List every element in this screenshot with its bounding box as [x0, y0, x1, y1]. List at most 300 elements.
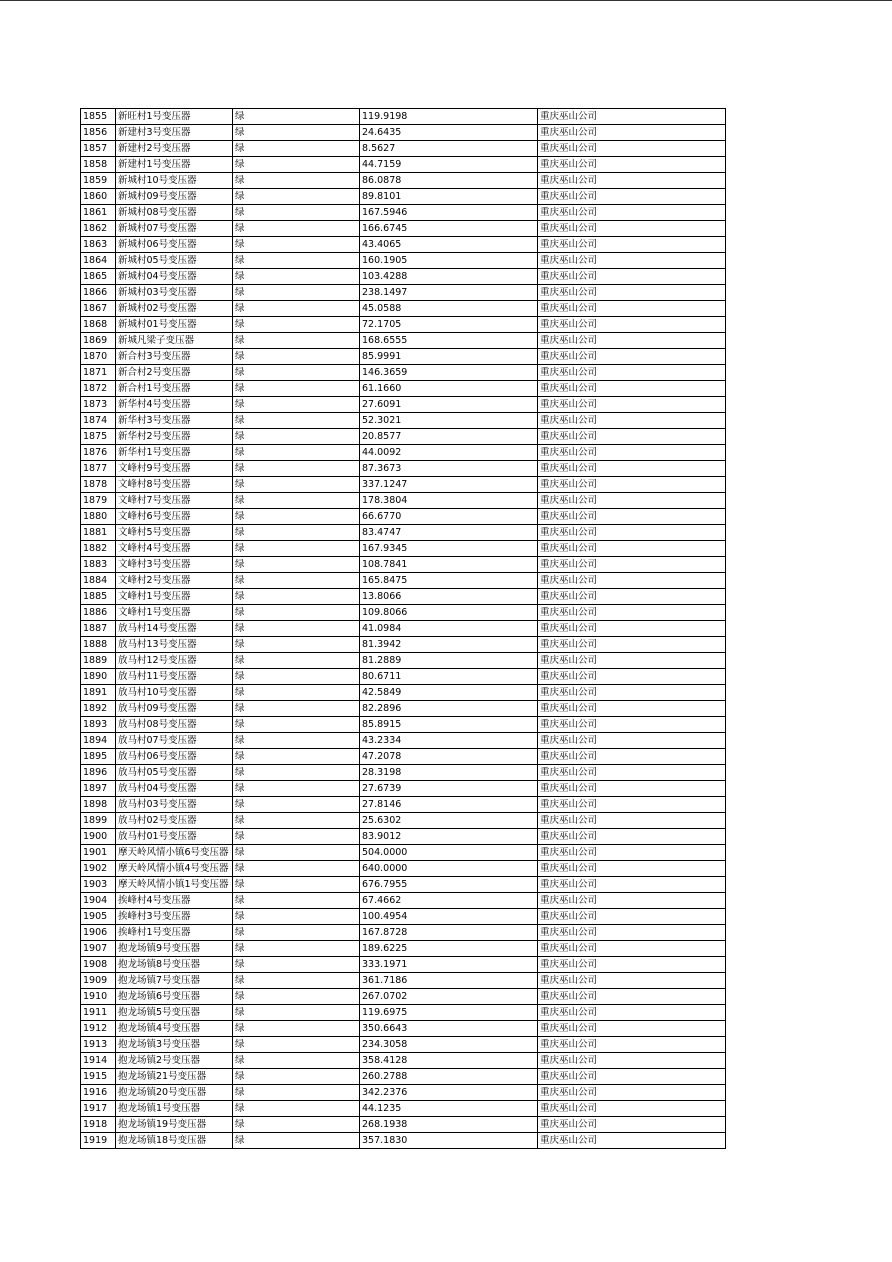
company-cell: 重庆巫山公司	[538, 125, 726, 141]
table-body	[81, 109, 726, 1149]
value-cell: 108.7841	[360, 557, 538, 573]
row-number-cell: 1855	[81, 109, 116, 125]
company-cell: 重庆巫山公司	[538, 333, 726, 349]
company-cell: 重庆巫山公司	[538, 605, 726, 621]
status-level-cell: 绿	[233, 317, 360, 333]
transformer-name-cell: 文峰村3号变压器	[116, 557, 233, 573]
value-cell: 165.8475	[360, 573, 538, 589]
value-cell: 8.5627	[360, 141, 538, 157]
value-cell: 357.1830	[360, 1133, 538, 1149]
table-row	[81, 445, 726, 461]
value-cell: 25.6302	[360, 813, 538, 829]
table-row	[81, 813, 726, 829]
status-level-cell: 绿	[233, 781, 360, 797]
status-level-cell: 绿	[233, 733, 360, 749]
company-cell: 重庆巫山公司	[538, 829, 726, 845]
status-level-cell: 绿	[233, 669, 360, 685]
table-row	[81, 365, 726, 381]
company-cell: 重庆巫山公司	[538, 733, 726, 749]
company-cell: 重庆巫山公司	[538, 637, 726, 653]
transformer-name-cell: 抱龙场镇21号变压器	[116, 1069, 233, 1085]
row-number-cell: 1910	[81, 989, 116, 1005]
value-cell: 41.0984	[360, 621, 538, 637]
table-row	[81, 333, 726, 349]
status-level-cell: 绿	[233, 1069, 360, 1085]
value-cell: 87.3673	[360, 461, 538, 477]
row-number-cell: 1912	[81, 1021, 116, 1037]
transformer-name-cell: 文峰村1号变压器	[116, 605, 233, 621]
table-row	[81, 157, 726, 173]
transformer-name-cell: 抱龙场镇1号变压器	[116, 1101, 233, 1117]
status-level-cell: 绿	[233, 1101, 360, 1117]
table-row	[81, 189, 726, 205]
value-cell: 166.6745	[360, 221, 538, 237]
row-number-cell: 1905	[81, 909, 116, 925]
table-row	[81, 541, 726, 557]
table-row	[81, 989, 726, 1005]
transformer-name-cell: 放马村13号变压器	[116, 637, 233, 653]
company-cell: 重庆巫山公司	[538, 1085, 726, 1101]
row-number-cell: 1893	[81, 717, 116, 733]
company-cell: 重庆巫山公司	[538, 141, 726, 157]
transformer-name-cell: 抱龙场镇20号变压器	[116, 1085, 233, 1101]
table-row	[81, 749, 726, 765]
row-number-cell: 1890	[81, 669, 116, 685]
row-number-cell: 1860	[81, 189, 116, 205]
company-cell: 重庆巫山公司	[538, 797, 726, 813]
value-cell: 89.8101	[360, 189, 538, 205]
status-level-cell: 绿	[233, 477, 360, 493]
company-cell: 重庆巫山公司	[538, 845, 726, 861]
value-cell: 13.8066	[360, 589, 538, 605]
transformer-name-cell: 新华村4号变压器	[116, 397, 233, 413]
table-row	[81, 477, 726, 493]
company-cell: 重庆巫山公司	[538, 781, 726, 797]
transformer-name-cell: 新城村05号变压器	[116, 253, 233, 269]
value-cell: 66.6770	[360, 509, 538, 525]
company-cell: 重庆巫山公司	[538, 701, 726, 717]
table-row	[81, 765, 726, 781]
value-cell: 27.6091	[360, 397, 538, 413]
transformer-name-cell: 新旺村1号变压器	[116, 109, 233, 125]
value-cell: 52.3021	[360, 413, 538, 429]
company-cell: 重庆巫山公司	[538, 381, 726, 397]
status-level-cell: 绿	[233, 349, 360, 365]
status-level-cell: 绿	[233, 109, 360, 125]
transformer-name-cell: 文峰村9号变压器	[116, 461, 233, 477]
status-level-cell: 绿	[233, 157, 360, 173]
table-row	[81, 525, 726, 541]
status-level-cell: 绿	[233, 717, 360, 733]
status-level-cell: 绿	[233, 413, 360, 429]
row-number-cell: 1863	[81, 237, 116, 253]
value-cell: 238.1497	[360, 285, 538, 301]
value-cell: 24.6435	[360, 125, 538, 141]
row-number-cell: 1918	[81, 1117, 116, 1133]
row-number-cell: 1880	[81, 509, 116, 525]
value-cell: 42.5849	[360, 685, 538, 701]
table-row	[81, 269, 726, 285]
company-cell: 重庆巫山公司	[538, 541, 726, 557]
row-number-cell: 1858	[81, 157, 116, 173]
company-cell: 重庆巫山公司	[538, 717, 726, 733]
row-number-cell: 1908	[81, 957, 116, 973]
company-cell: 重庆巫山公司	[538, 557, 726, 573]
value-cell: 43.4065	[360, 237, 538, 253]
transformer-name-cell: 新城村03号变压器	[116, 285, 233, 301]
table-row	[81, 1053, 726, 1069]
status-level-cell: 绿	[233, 941, 360, 957]
row-number-cell: 1886	[81, 605, 116, 621]
status-level-cell: 绿	[233, 381, 360, 397]
value-cell: 81.3942	[360, 637, 538, 653]
table-row	[81, 957, 726, 973]
status-level-cell: 绿	[233, 189, 360, 205]
row-number-cell: 1867	[81, 301, 116, 317]
company-cell: 重庆巫山公司	[538, 621, 726, 637]
transformer-name-cell: 新合村1号变压器	[116, 381, 233, 397]
table-row	[81, 637, 726, 653]
status-level-cell: 绿	[233, 1085, 360, 1101]
status-level-cell: 绿	[233, 861, 360, 877]
table-row	[81, 1085, 726, 1101]
company-cell: 重庆巫山公司	[538, 397, 726, 413]
table-row	[81, 413, 726, 429]
table-row	[81, 205, 726, 221]
company-cell: 重庆巫山公司	[538, 509, 726, 525]
table-row	[81, 509, 726, 525]
status-level-cell: 绿	[233, 813, 360, 829]
company-cell: 重庆巫山公司	[538, 349, 726, 365]
table-row	[81, 925, 726, 941]
status-level-cell: 绿	[233, 701, 360, 717]
table-row	[81, 1133, 726, 1149]
row-number-cell: 1865	[81, 269, 116, 285]
company-cell: 重庆巫山公司	[538, 445, 726, 461]
transformer-name-cell: 新城村10号变压器	[116, 173, 233, 189]
company-cell: 重庆巫山公司	[538, 317, 726, 333]
status-level-cell: 绿	[233, 573, 360, 589]
status-level-cell: 绿	[233, 141, 360, 157]
row-number-cell: 1883	[81, 557, 116, 573]
status-level-cell: 绿	[233, 301, 360, 317]
value-cell: 67.4662	[360, 893, 538, 909]
company-cell: 重庆巫山公司	[538, 1133, 726, 1149]
value-cell: 234.3058	[360, 1037, 538, 1053]
company-cell: 重庆巫山公司	[538, 429, 726, 445]
status-level-cell: 绿	[233, 205, 360, 221]
row-number-cell: 1878	[81, 477, 116, 493]
status-level-cell: 绿	[233, 429, 360, 445]
company-cell: 重庆巫山公司	[538, 669, 726, 685]
company-cell: 重庆巫山公司	[538, 477, 726, 493]
row-number-cell: 1870	[81, 349, 116, 365]
transformer-name-cell: 文峰村6号变压器	[116, 509, 233, 525]
value-cell: 268.1938	[360, 1117, 538, 1133]
row-number-cell: 1864	[81, 253, 116, 269]
table-row	[81, 829, 726, 845]
table-row	[81, 397, 726, 413]
value-cell: 72.1705	[360, 317, 538, 333]
table-row	[81, 717, 726, 733]
row-number-cell: 1857	[81, 141, 116, 157]
table-row	[81, 1101, 726, 1117]
company-cell: 重庆巫山公司	[538, 749, 726, 765]
transformer-name-cell: 新城村04号变压器	[116, 269, 233, 285]
value-cell: 44.0092	[360, 445, 538, 461]
value-cell: 27.6739	[360, 781, 538, 797]
status-level-cell: 绿	[233, 541, 360, 557]
company-cell: 重庆巫山公司	[538, 301, 726, 317]
table-row	[81, 893, 726, 909]
transformer-name-cell: 挨峰村3号变压器	[116, 909, 233, 925]
transformer-table	[80, 108, 726, 1149]
table-row	[81, 125, 726, 141]
table-row	[81, 653, 726, 669]
company-cell: 重庆巫山公司	[538, 573, 726, 589]
company-cell: 重庆巫山公司	[538, 189, 726, 205]
row-number-cell: 1881	[81, 525, 116, 541]
company-cell: 重庆巫山公司	[538, 861, 726, 877]
status-level-cell: 绿	[233, 973, 360, 989]
transformer-name-cell: 摩天岭风情小镇4号变压器	[116, 861, 233, 877]
row-number-cell: 1856	[81, 125, 116, 141]
status-level-cell: 绿	[233, 445, 360, 461]
transformer-name-cell: 新城村09号变压器	[116, 189, 233, 205]
transformer-name-cell: 放马村07号变压器	[116, 733, 233, 749]
company-cell: 重庆巫山公司	[538, 1021, 726, 1037]
company-cell: 重庆巫山公司	[538, 109, 726, 125]
table-row	[81, 141, 726, 157]
table-row	[81, 493, 726, 509]
status-level-cell: 绿	[233, 333, 360, 349]
row-number-cell: 1882	[81, 541, 116, 557]
status-level-cell: 绿	[233, 125, 360, 141]
value-cell: 167.9345	[360, 541, 538, 557]
company-cell: 重庆巫山公司	[538, 1005, 726, 1021]
row-number-cell: 1877	[81, 461, 116, 477]
value-cell: 189.6225	[360, 941, 538, 957]
row-number-cell: 1873	[81, 397, 116, 413]
table-row	[81, 589, 726, 605]
company-cell: 重庆巫山公司	[538, 957, 726, 973]
row-number-cell: 1914	[81, 1053, 116, 1069]
transformer-name-cell: 文峰村1号变压器	[116, 589, 233, 605]
company-cell: 重庆巫山公司	[538, 461, 726, 477]
value-cell: 342.2376	[360, 1085, 538, 1101]
value-cell: 146.3659	[360, 365, 538, 381]
status-level-cell: 绿	[233, 221, 360, 237]
transformer-name-cell: 放马村02号变压器	[116, 813, 233, 829]
company-cell: 重庆巫山公司	[538, 365, 726, 381]
company-cell: 重庆巫山公司	[538, 269, 726, 285]
row-number-cell: 1911	[81, 1005, 116, 1021]
transformer-name-cell: 抱龙场镇7号变压器	[116, 973, 233, 989]
row-number-cell: 1891	[81, 685, 116, 701]
transformer-name-cell: 摩天岭风情小镇6号变压器	[116, 845, 233, 861]
status-level-cell: 绿	[233, 173, 360, 189]
transformer-name-cell: 新华村1号变压器	[116, 445, 233, 461]
company-cell: 重庆巫山公司	[538, 493, 726, 509]
status-level-cell: 绿	[233, 253, 360, 269]
value-cell: 44.1235	[360, 1101, 538, 1117]
table-row	[81, 557, 726, 573]
table-row	[81, 285, 726, 301]
value-cell: 81.2889	[360, 653, 538, 669]
table-row	[81, 429, 726, 445]
company-cell: 重庆巫山公司	[538, 893, 726, 909]
company-cell: 重庆巫山公司	[538, 1037, 726, 1053]
page-top-border	[0, 0, 892, 1]
table-row	[81, 173, 726, 189]
row-number-cell: 1869	[81, 333, 116, 349]
value-cell: 20.8577	[360, 429, 538, 445]
table-row	[81, 237, 726, 253]
value-cell: 358.4128	[360, 1053, 538, 1069]
table-row	[81, 909, 726, 925]
table-row	[81, 1037, 726, 1053]
transformer-name-cell: 抱龙场镇3号变压器	[116, 1037, 233, 1053]
value-cell: 168.6555	[360, 333, 538, 349]
table-row	[81, 1005, 726, 1021]
company-cell: 重庆巫山公司	[538, 525, 726, 541]
value-cell: 361.7186	[360, 973, 538, 989]
table-row	[81, 605, 726, 621]
status-level-cell: 绿	[233, 269, 360, 285]
status-level-cell: 绿	[233, 1053, 360, 1069]
status-level-cell: 绿	[233, 493, 360, 509]
transformer-name-cell: 新城村02号变压器	[116, 301, 233, 317]
value-cell: 85.9991	[360, 349, 538, 365]
transformer-name-cell: 抱龙场镇2号变压器	[116, 1053, 233, 1069]
transformer-name-cell: 新合村2号变压器	[116, 365, 233, 381]
table-row	[81, 877, 726, 893]
value-cell: 119.9198	[360, 109, 538, 125]
transformer-name-cell: 文峰村7号变压器	[116, 493, 233, 509]
table-row	[81, 845, 726, 861]
table-row	[81, 941, 726, 957]
status-level-cell: 绿	[233, 877, 360, 893]
status-level-cell: 绿	[233, 1005, 360, 1021]
status-level-cell: 绿	[233, 509, 360, 525]
transformer-name-cell: 文峰村4号变压器	[116, 541, 233, 557]
value-cell: 350.6643	[360, 1021, 538, 1037]
company-cell: 重庆巫山公司	[538, 1069, 726, 1085]
transformer-name-cell: 放马村12号变压器	[116, 653, 233, 669]
row-number-cell: 1898	[81, 797, 116, 813]
transformer-name-cell: 新城村07号变压器	[116, 221, 233, 237]
value-cell: 640.0000	[360, 861, 538, 877]
transformer-name-cell: 挨峰村1号变压器	[116, 925, 233, 941]
table-row	[81, 109, 726, 125]
table-row	[81, 301, 726, 317]
status-level-cell: 绿	[233, 365, 360, 381]
company-cell: 重庆巫山公司	[538, 877, 726, 893]
row-number-cell: 1917	[81, 1101, 116, 1117]
status-level-cell: 绿	[233, 589, 360, 605]
value-cell: 80.6711	[360, 669, 538, 685]
row-number-cell: 1896	[81, 765, 116, 781]
row-number-cell: 1892	[81, 701, 116, 717]
value-cell: 260.2788	[360, 1069, 538, 1085]
transformer-name-cell: 新建村1号变压器	[116, 157, 233, 173]
row-number-cell: 1899	[81, 813, 116, 829]
company-cell: 重庆巫山公司	[538, 237, 726, 253]
company-cell: 重庆巫山公司	[538, 413, 726, 429]
value-cell: 119.6975	[360, 1005, 538, 1021]
value-cell: 45.0588	[360, 301, 538, 317]
status-level-cell: 绿	[233, 749, 360, 765]
table-row	[81, 573, 726, 589]
table-row	[81, 1117, 726, 1133]
company-cell: 重庆巫山公司	[538, 589, 726, 605]
row-number-cell: 1871	[81, 365, 116, 381]
row-number-cell: 1884	[81, 573, 116, 589]
value-cell: 333.1971	[360, 957, 538, 973]
row-number-cell: 1875	[81, 429, 116, 445]
value-cell: 43.2334	[360, 733, 538, 749]
table-row	[81, 701, 726, 717]
status-level-cell: 绿	[233, 1133, 360, 1149]
value-cell: 504.0000	[360, 845, 538, 861]
value-cell: 109.8066	[360, 605, 538, 621]
row-number-cell: 1903	[81, 877, 116, 893]
table-row	[81, 461, 726, 477]
transformer-name-cell: 新城村06号变压器	[116, 237, 233, 253]
row-number-cell: 1919	[81, 1133, 116, 1149]
transformer-name-cell: 新城村01号变压器	[116, 317, 233, 333]
row-number-cell: 1885	[81, 589, 116, 605]
row-number-cell: 1861	[81, 205, 116, 221]
transformer-name-cell: 新城村08号变压器	[116, 205, 233, 221]
company-cell: 重庆巫山公司	[538, 653, 726, 669]
transformer-name-cell: 新城凡梁子变压器	[116, 333, 233, 349]
row-number-cell: 1907	[81, 941, 116, 957]
transformer-name-cell: 文峰村5号变压器	[116, 525, 233, 541]
value-cell: 82.2896	[360, 701, 538, 717]
table-row	[81, 1021, 726, 1037]
transformer-name-cell: 摩天岭风情小镇1号变压器	[116, 877, 233, 893]
table-row	[81, 381, 726, 397]
company-cell: 重庆巫山公司	[538, 1117, 726, 1133]
row-number-cell: 1909	[81, 973, 116, 989]
value-cell: 103.4288	[360, 269, 538, 285]
status-level-cell: 绿	[233, 605, 360, 621]
value-cell: 61.1660	[360, 381, 538, 397]
transformer-name-cell: 文峰村8号变压器	[116, 477, 233, 493]
status-level-cell: 绿	[233, 621, 360, 637]
status-level-cell: 绿	[233, 237, 360, 253]
status-level-cell: 绿	[233, 525, 360, 541]
value-cell: 83.9012	[360, 829, 538, 845]
company-cell: 重庆巫山公司	[538, 989, 726, 1005]
transformer-name-cell: 放马村14号变压器	[116, 621, 233, 637]
transformer-name-cell: 新建村3号变压器	[116, 125, 233, 141]
value-cell: 86.0878	[360, 173, 538, 189]
status-level-cell: 绿	[233, 1021, 360, 1037]
status-level-cell: 绿	[233, 557, 360, 573]
row-number-cell: 1866	[81, 285, 116, 301]
row-number-cell: 1906	[81, 925, 116, 941]
transformer-name-cell: 抱龙场镇18号变压器	[116, 1133, 233, 1149]
row-number-cell: 1888	[81, 637, 116, 653]
table-row	[81, 781, 726, 797]
transformer-name-cell: 新华村2号变压器	[116, 429, 233, 445]
value-cell: 160.1905	[360, 253, 538, 269]
table-row	[81, 733, 726, 749]
table-row	[81, 685, 726, 701]
transformer-name-cell: 放马村01号变压器	[116, 829, 233, 845]
